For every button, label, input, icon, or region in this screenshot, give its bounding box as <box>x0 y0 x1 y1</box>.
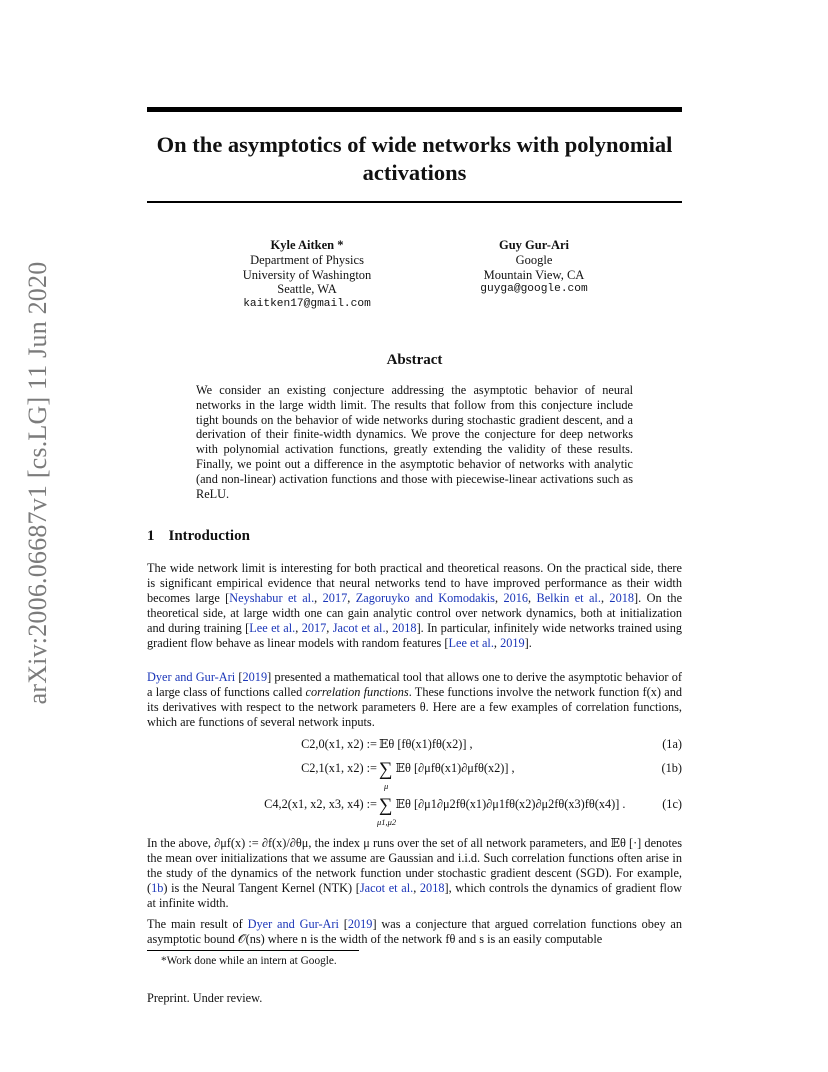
emphasis: correlation functions <box>305 685 409 699</box>
citation-link[interactable]: 2018 <box>609 591 635 605</box>
author-affiliation: University of Washington <box>242 267 372 282</box>
abstract-heading: Abstract <box>386 352 443 368</box>
author-affiliation: Google <box>515 252 553 267</box>
text: The wide network limit is interesting for both practical and theoretical reasons. On the practical side, there is significant empirical evidence that neural networks tend to have improved performance as their width becomes large [ <box>147 561 682 605</box>
citation-link[interactable]: 2019 <box>347 917 373 931</box>
citation-link[interactable]: Jacot et al. <box>359 881 414 895</box>
intro-paragraph-4: The main result of Dyer and Gur-Ari [2019] was a conjecture that argued correlation functions obey an asymptotic bound 𝒪(ns) where n is the width of the network fθ and s is an easily computable <box>147 917 682 946</box>
text: , <box>347 591 356 605</box>
equation-rhs <box>379 795 626 816</box>
equation-lhs: C2,0(x1, x2) := <box>301 737 377 751</box>
citation-link[interactable]: 2017 <box>322 591 348 605</box>
text: , <box>493 636 501 650</box>
citation-link[interactable]: Dyer and Gur-Ari <box>147 670 236 684</box>
text: , <box>295 621 302 635</box>
equation-body: 𝔼θ [∂μ1∂μ2fθ(x1)∂μ1fθ(x2)∂μ2fθ(x3)fθ(x4)] . <box>395 797 626 811</box>
intro-paragraph-3 <box>147 836 682 911</box>
intro-paragraph-1 <box>147 561 682 651</box>
text: ]. On the theoretical side, at large width one can gain analytic control over network dynamics, both at initialization and during training [ <box>147 591 683 635</box>
text: presented a mathematical tool that allows one to derive the asymptotic behavior of a large class of functions called <box>147 670 682 699</box>
section-number: 1 <box>147 528 155 544</box>
citation-link[interactable]: 2018 <box>419 881 445 895</box>
text: ], which controls the dynamics of gradient flow at infinite width. <box>147 881 682 910</box>
citation-link[interactable]: Lee et al. <box>249 621 296 635</box>
text: ]. In particular, infinitely wide networks trained using gradient flow behave as linear models with random features [ <box>147 621 683 650</box>
title-bottom-rule <box>147 201 682 203</box>
equation-lhs: C2,1(x1, x2) := <box>301 761 377 775</box>
text: . These functions involve the network function f <box>408 685 647 699</box>
section-heading <box>147 528 250 545</box>
text: , <box>326 621 333 635</box>
author-name: Kyle Aitken * <box>270 238 344 252</box>
author-location: Mountain View, CA <box>483 267 585 282</box>
text: , <box>314 591 323 605</box>
sum-symbol: ∑ <box>379 759 393 780</box>
citation-link[interactable]: Zagoruyko and Komodakis <box>355 591 495 605</box>
footnote: *Work done while an intern at Google. <box>161 955 337 967</box>
citation-link[interactable]: 2019 <box>242 670 268 684</box>
equation-1c <box>147 795 682 827</box>
citation-link[interactable]: 2018 <box>391 621 417 635</box>
text: (x) and its derivatives with respect to the network parameters θ. Here are a few examples of correlation functions, which are functions of several network inputs. <box>147 685 682 729</box>
text: , <box>413 881 420 895</box>
author-email[interactable]: kaitken17@gmail.com <box>243 298 371 311</box>
author-location: Seattle, WA <box>277 282 337 297</box>
citation-link[interactable]: Belkin et al. <box>536 591 601 605</box>
citation-link[interactable]: Jacot et al. <box>332 621 386 635</box>
text: was a conjecture that argued correlation functions obey an asymptotic bound 𝒪(ns) where n is the width of the network fθ and s is an easily computable <box>147 917 682 946</box>
citation-link[interactable]: 2019 <box>500 636 525 650</box>
intro-paragraph-2: Dyer and Gur-Ari [2019] presented a mathematical tool that allows one to derive the asymptotic behavior of a large class of functions called correlation functions. These functions involve the network function f(x) and its derivatives with respect to the network parameters θ. Here are a few examples of correlation functions, which are functions of several network inputs. <box>147 670 682 729</box>
author-affiliation: Department of Physics <box>250 252 364 267</box>
equation-number: (1b) <box>661 761 682 775</box>
text: , <box>528 591 537 605</box>
text: The main result of <box>147 917 248 931</box>
preprint-notice: Preprint. Under review. <box>147 991 263 1005</box>
equation-rhs: 𝔼θ [fθ(x1)fθ(x2)] , <box>379 737 473 751</box>
equation-number: (1a) <box>662 737 682 751</box>
text: , <box>600 591 610 605</box>
citation-link[interactable]: Neyshabur et al. <box>229 591 315 605</box>
text: ]. <box>524 636 532 650</box>
equation-rhs <box>379 759 515 780</box>
equation-1a <box>147 737 682 755</box>
text: , <box>385 621 392 635</box>
citation-link[interactable]: Lee et al. <box>448 636 494 650</box>
equation-body: 𝔼θ [∂μfθ(x1)∂μfθ(x2)] , <box>395 761 515 775</box>
sum-symbol: ∑ <box>379 795 393 816</box>
author-name: Guy Gur-Ari <box>498 238 570 252</box>
equation-reference-link[interactable]: 1b <box>151 881 164 895</box>
author-block-2 <box>449 238 619 297</box>
text: ) is the Neural Tangent Kernel (NTK) [ <box>163 881 360 895</box>
author-email[interactable]: guyga@google.com <box>480 283 588 296</box>
paper-title: On the asymptotics of wide networks with polynomial activations <box>156 132 673 185</box>
text: , <box>494 591 504 605</box>
author-block-1 <box>222 238 392 312</box>
equation-lhs: C4,2(x1, x2, x3, x4) := <box>264 797 377 811</box>
sum-index: μ1,μ2 <box>377 817 397 827</box>
citation-link[interactable]: 2017 <box>301 621 327 635</box>
citation-link[interactable]: 2016 <box>503 591 529 605</box>
footnote-rule <box>147 950 359 951</box>
citation-link[interactable]: Dyer and Gur-Ari <box>247 917 339 931</box>
title-top-rule <box>147 107 682 112</box>
abstract-text: We consider an existing conjecture addressing the asymptotic behavior of neural networks in the large width limit. The results that follow from this conjecture include tight bounds on the behavior of wide networks during stochastic gradient descent, and a derivation of their finite-width dynamics. We prove the conjecture for deep networks with polynomial activation functions, greatly extending the validity of these results. Finally, we point out a difference in the asymptotic behavior of networks with analytic (and non-linear) activation functions and those with piecewise-linear activations such as ReLU. <box>196 383 633 501</box>
equation-1b <box>147 759 682 791</box>
text: In the above, ∂μf(x) := ∂f(x)/∂θμ, the index μ runs over the set of all network parameters, and 𝔼θ [·] denotes the mean over initializations that we assume are Gaussian and i.i.d. Such correlation functions often arise in the study of the dynamics of the network function under stochastic gradient descent (SGD). For example, ( <box>147 836 682 895</box>
sum-index: μ <box>384 781 389 791</box>
arxiv-identifier: arXiv:2006.06687v1 [cs.LG] 11 Jun 2020 <box>23 261 52 705</box>
section-title: Introduction <box>168 528 250 544</box>
equation-number: (1c) <box>662 797 682 811</box>
